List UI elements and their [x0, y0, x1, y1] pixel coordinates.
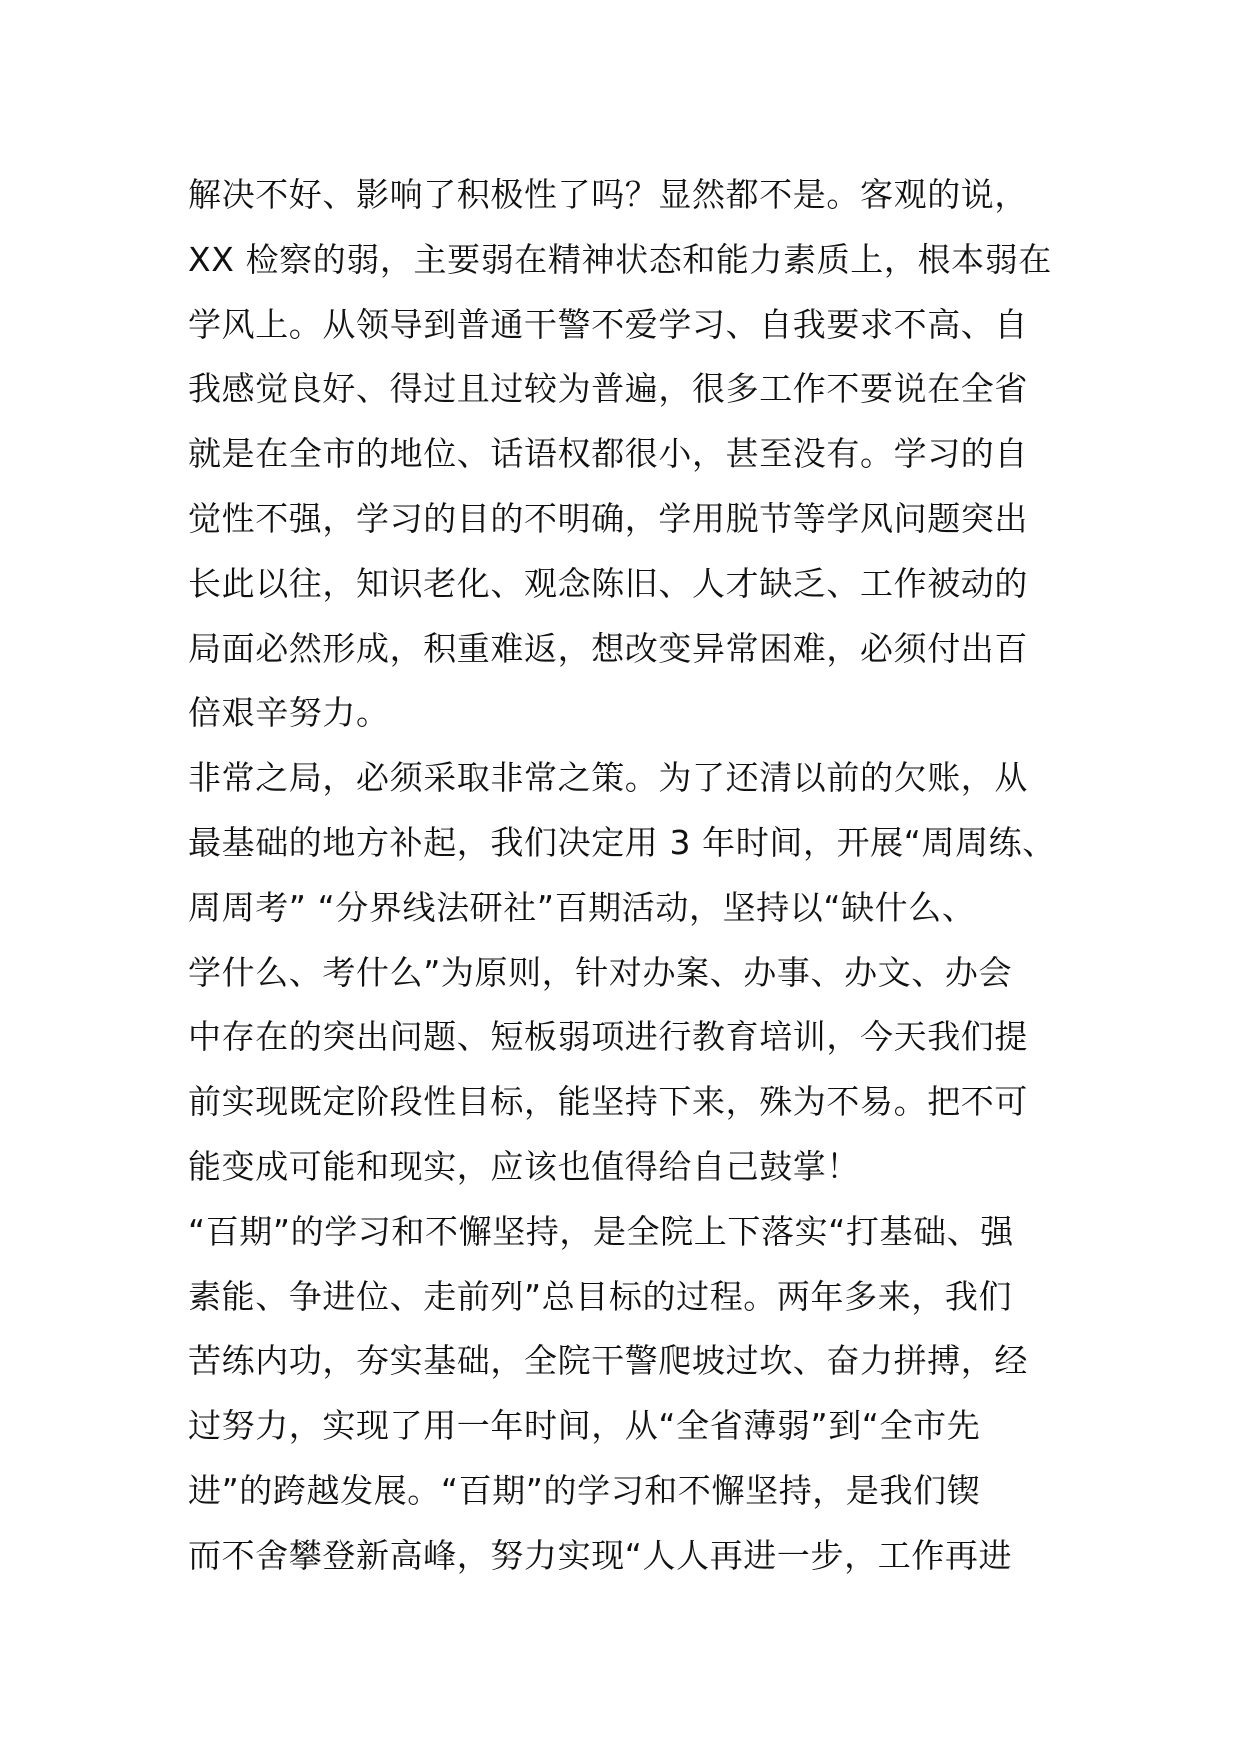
text-line-15: 前实现既定阶段性目标，能坚持下来，殊为不易。把不可 [188, 1082, 1028, 1122]
text-line-10: 非常之局，必须采取非常之策。为了还清以前的欠账，从 [188, 758, 1028, 798]
text-line-14: 中存在的突出问题、短板弱项进行教育培训，今天我们提 [188, 1017, 1028, 1057]
text-line-16: 能变成可能和现实，应该也值得给自己鼓掌！ [188, 1146, 860, 1186]
text-line-21: 进”的跨越发展。“百期”的学习和不懈坚持，是我们锲 [188, 1470, 981, 1510]
text-line-11: 最基础的地方补起，我们决定用 3 年时间，开展“周周练、 [188, 822, 1056, 862]
text-line-22: 而不舍攀登新高峰，努力实现“人人再进一步，工作再进 [188, 1535, 1013, 1575]
text-line-18: 素能、争进位、走前列”总目标的过程。两年多来，我们 [188, 1276, 1013, 1316]
body-text [188, 163, 1088, 1589]
text-line-19: 苦练内功，夯实基础，全院干警爬坡过坎、奋力拼搏，经 [188, 1341, 1028, 1381]
text-line-13: 学什么、考什么”为原则，针对办案、办事、办文、办会 [188, 952, 1013, 992]
text-line-2: XX 检察的弱，主要弱在精神状态和能力素质上，根本弱在 [188, 239, 1052, 279]
text-line-12: 周周考” “分界线法研社”百期活动，坚持以“缺什么、 [188, 887, 976, 927]
text-line-1: 解决不好、影响了积极性了吗？显然都不是。客观的说， [188, 175, 1028, 214]
text-line-8: 局面必然形成，积重难返，想改变异常困难，必须付出百 [188, 628, 1028, 668]
text-line-4: 我感觉良好、得过且过较为普遍，很多工作不要说在全省 [188, 369, 1028, 409]
text-line-6: 觉性不强，学习的目的不明确，学用脱节等学风问题突出 [188, 498, 1028, 538]
text-line-9: 倍艰辛努力。 [188, 693, 390, 733]
text-line-7: 长此以往，知识老化、观念陈旧、人才缺乏、工作被动的 [188, 563, 1028, 603]
text-line-17: “百期”的学习和不懈坚持，是全院上下落实“打基础、强 [188, 1211, 1014, 1251]
text-line-3: 学风上。从领导到普通干警不爱学习、自我要求不高、自 [188, 304, 1028, 344]
text-line-5: 就是在全市的地位、话语权都很小，甚至没有。学习的自 [188, 434, 1028, 474]
text-line-20: 过努力，实现了用一年时间，从“全省薄弱”到“全市先 [188, 1406, 981, 1446]
